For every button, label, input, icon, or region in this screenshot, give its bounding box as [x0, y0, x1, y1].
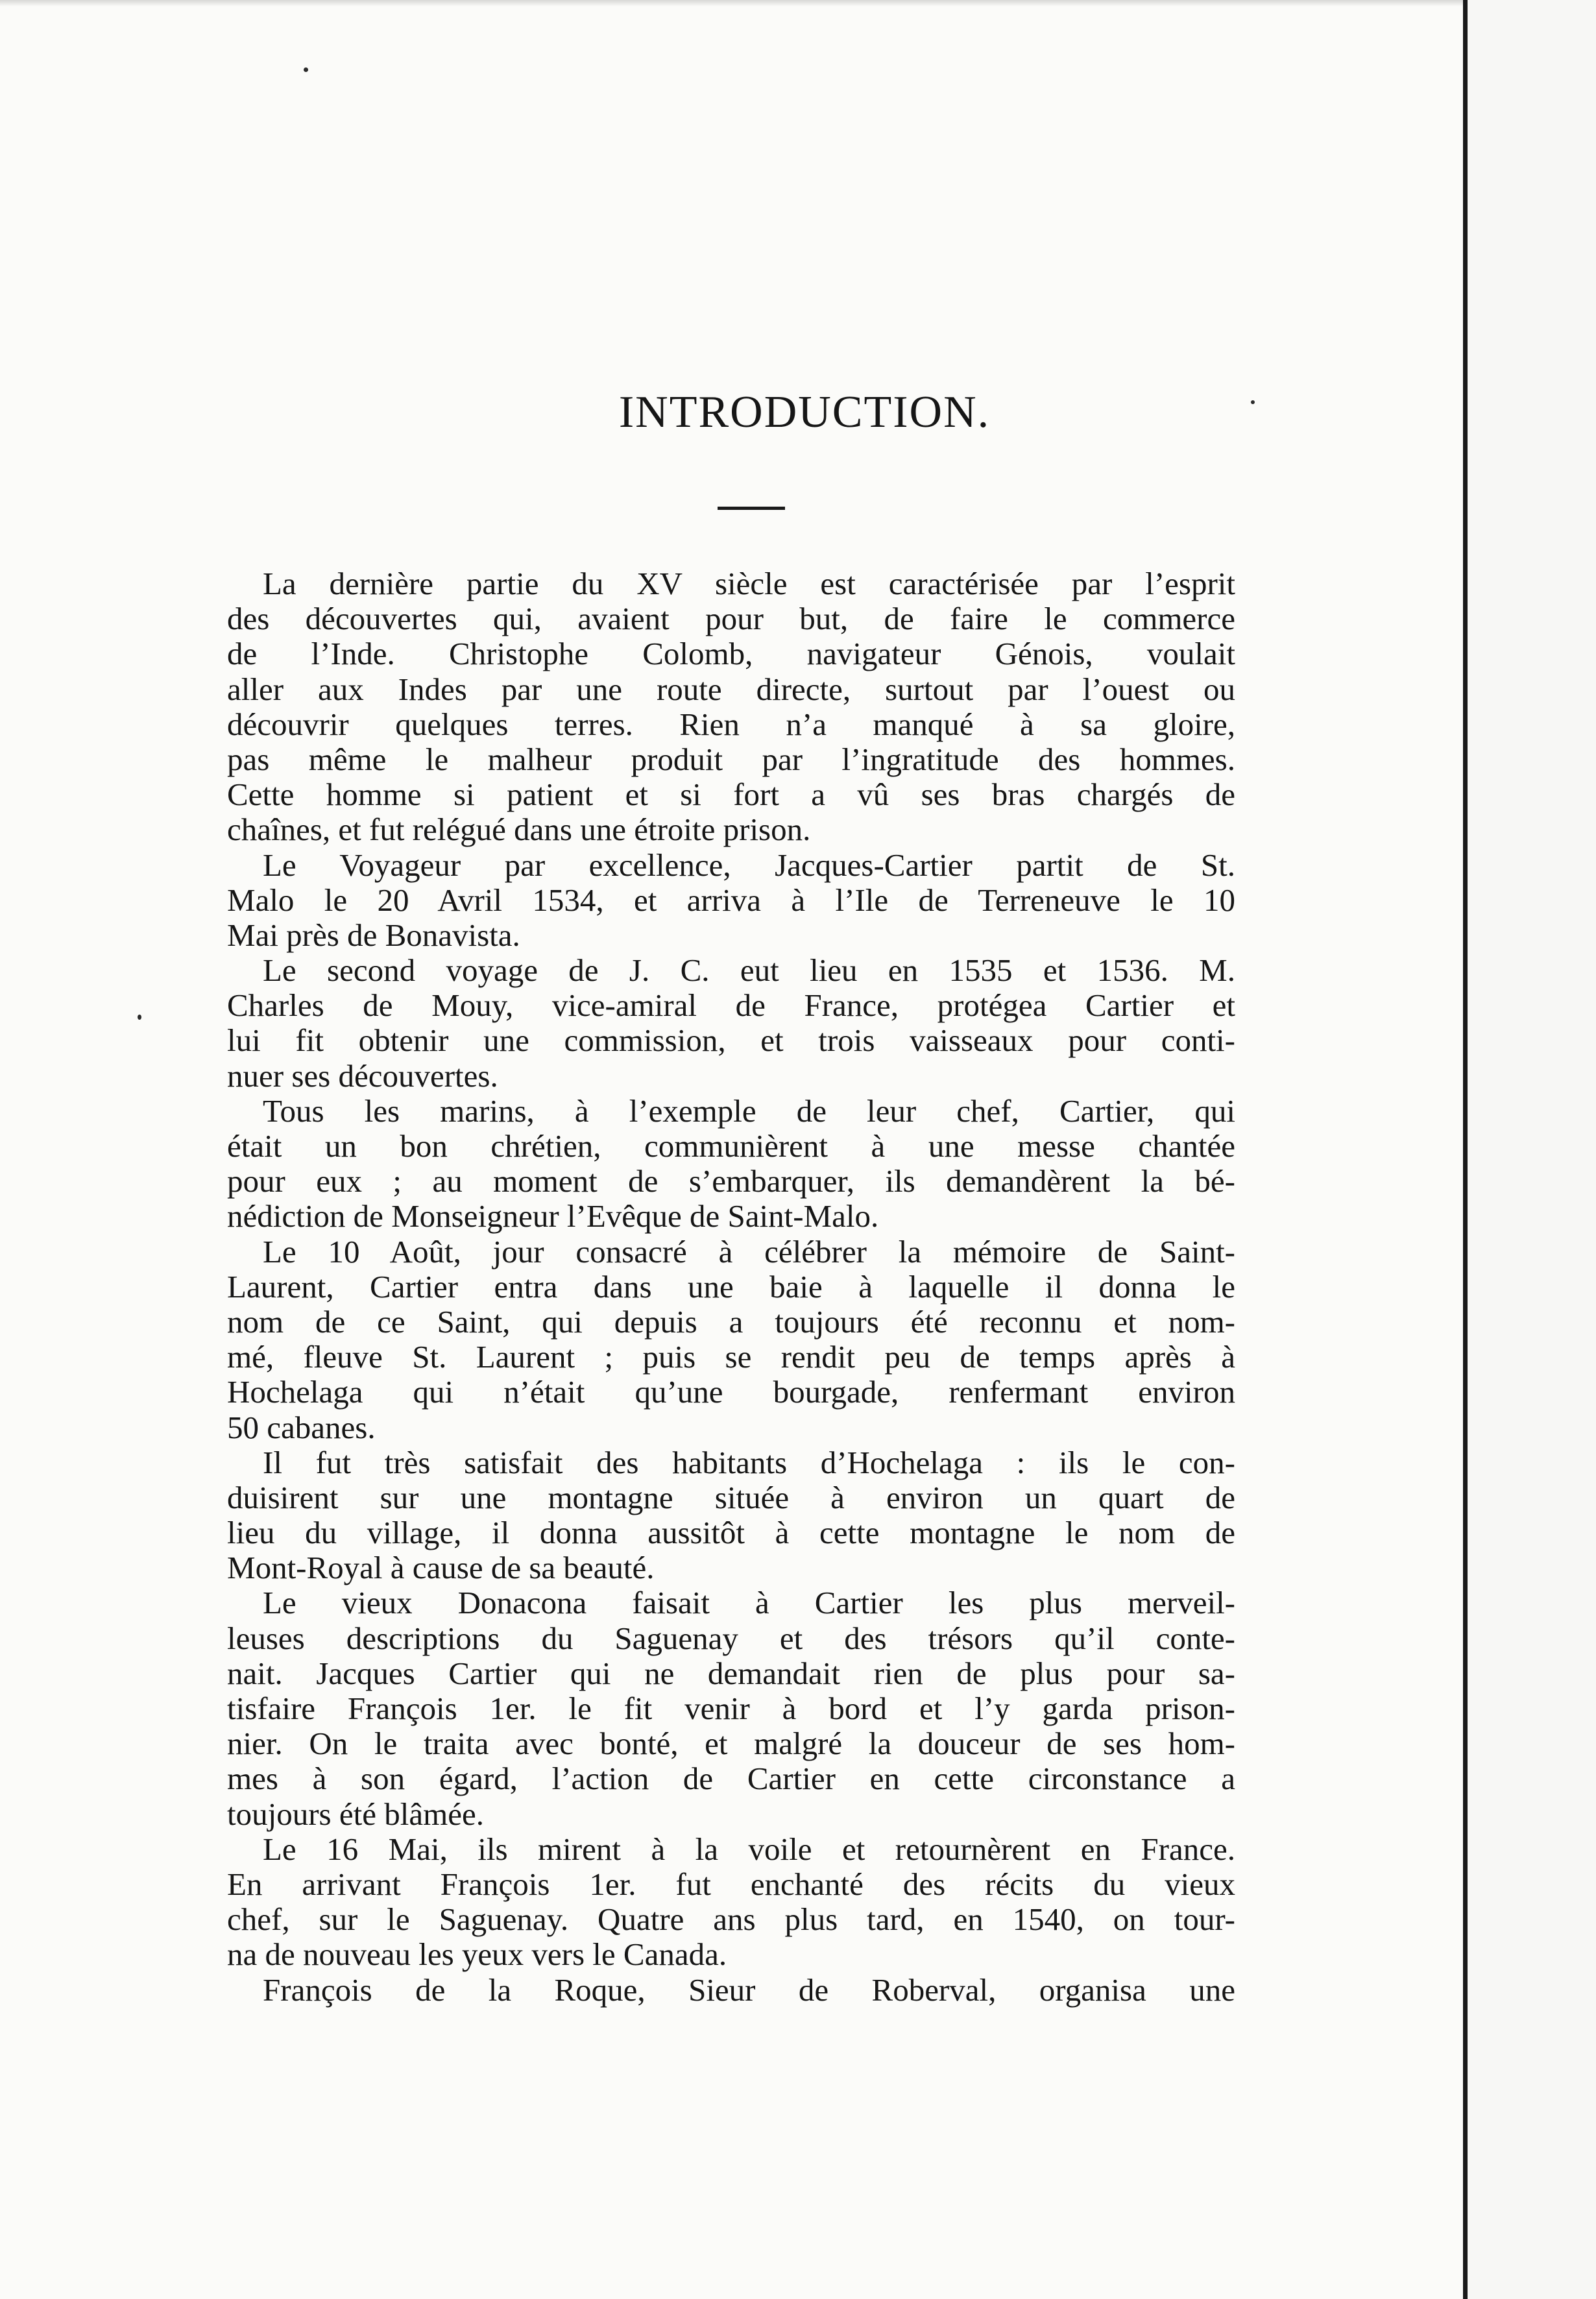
text-line: Le second voyage de J. C. eut lieu en 1535 et 1536. M.: [263, 953, 1235, 989]
text-line: Hochelaga qui n’était qu’une bourgade, renfermant environ: [227, 1375, 1235, 1410]
text-line: Il fut très satisfait des habitants d’Hochelaga : ils le con-: [263, 1445, 1235, 1480]
text-line: nuer ses découvertes.: [227, 1058, 498, 1094]
ink-speck: [304, 67, 308, 72]
text-line: chaînes, et fut relégué dans une étroite prison.: [227, 812, 811, 848]
text-line: tisfaire François 1er. le fit venir à bord et l’y garda prison-: [227, 1691, 1235, 1726]
text-line: duisirent sur une montagne située à environ un quart de: [227, 1480, 1235, 1515]
text-line: nédiction de Monseigneur l’Evêque de Saint-Malo.: [227, 1199, 879, 1234]
text-line: La dernière partie du XV siècle est caractérisée par l’esprit: [263, 566, 1235, 601]
adjacent-page-edge: [1468, 0, 1596, 2299]
text-line: lieu du village, il donna aussitôt à cette montagne le nom de: [227, 1515, 1235, 1551]
page-top-edge: [0, 0, 1463, 6]
text-line: des découvertes qui, avaient pour but, de faire le commerce: [227, 601, 1235, 637]
text-line: était un bon chrétien, communièrent à une messe chantée: [227, 1129, 1235, 1164]
introduction-text: [227, 566, 1235, 2008]
text-line: chef, sur le Saguenay. Quatre ans plus tard, en 1540, on tour-: [227, 1902, 1235, 1938]
text-line: pas même le malheur produit par l’ingratitude des hommes.: [227, 741, 1235, 777]
text-line: Le 16 Mai, ils mirent à la voile et retournèrent en France.: [263, 1831, 1235, 1867]
text-line: François de la Roque, Sieur de Roberval, organisa une: [263, 1972, 1235, 2008]
page-title: INTRODUCTION.: [618, 387, 991, 437]
text-line: pour eux ; au moment de s’embarquer, ils demandèrent la bé-: [227, 1164, 1235, 1199]
text-line: na de nouveau les yeux vers le Canada.: [227, 1937, 727, 1973]
text-line: leuses descriptions du Saguenay et des trésors qu’il conte-: [227, 1620, 1235, 1656]
text-line: Le 10 Août, jour consacré à célébrer la mémoire de Saint-: [263, 1234, 1235, 1270]
title-divider: [718, 507, 785, 510]
text-line: Tous les marins, à l’exemple de leur chef, Cartier, qui: [263, 1093, 1235, 1129]
text-line: Le vieux Donacona faisait à Cartier les plus merveil-: [263, 1585, 1235, 1621]
text-line: aller aux Indes par une route directe, surtout par l’ouest ou: [227, 671, 1235, 707]
text-line: Mai près de Bonavista.: [227, 917, 520, 953]
text-line: Cette homme si patient et si fort a vû ses bras chargés de: [227, 777, 1235, 813]
text-line: mé, fleuve St. Laurent ; puis se rendit peu de temps après à: [227, 1340, 1235, 1375]
text-line: découvrir quelques terres. Rien n’a manqué à sa gloire,: [227, 706, 1235, 742]
text-line: Malo le 20 Avril 1534, et arriva à l’Ile de Terreneuve le 10: [227, 882, 1235, 918]
text-line: nom de ce Saint, qui depuis a toujours été reconnu et nom-: [227, 1304, 1235, 1340]
text-line: En arrivant François 1er. fut enchanté des récits du vieux: [227, 1866, 1235, 1902]
text-line: Le Voyageur par excellence, Jacques-Cartier partit de St.: [263, 847, 1235, 883]
text-line: 50 cabanes.: [227, 1410, 376, 1445]
text-line: lui fit obtenir une commission, et trois vaisseaux pour conti-: [227, 1023, 1235, 1059]
text-line: de l’Inde. Christophe Colomb, navigateur Génois, voulait: [227, 636, 1235, 672]
text-line: Laurent, Cartier entra dans une baie à laquelle il donna le: [227, 1269, 1235, 1305]
text-line: Charles de Mouy, vice-amiral de France, protégea Cartier et: [227, 988, 1235, 1024]
text-line: toujours été blâmée.: [227, 1796, 484, 1832]
text-line: mes à son égard, l’action de Cartier en cette circonstance a: [227, 1761, 1235, 1797]
text-line: nier. On le traita avec bonté, et malgré la douceur de ses hom-: [227, 1726, 1235, 1762]
text-line: nait. Jacques Cartier qui ne demandait rien de plus pour sa-: [227, 1655, 1235, 1691]
ink-speck: [138, 1015, 141, 1020]
page-gutter-line: [1463, 0, 1468, 2299]
text-line: Mont-Royal à cause de sa beauté.: [227, 1550, 655, 1586]
